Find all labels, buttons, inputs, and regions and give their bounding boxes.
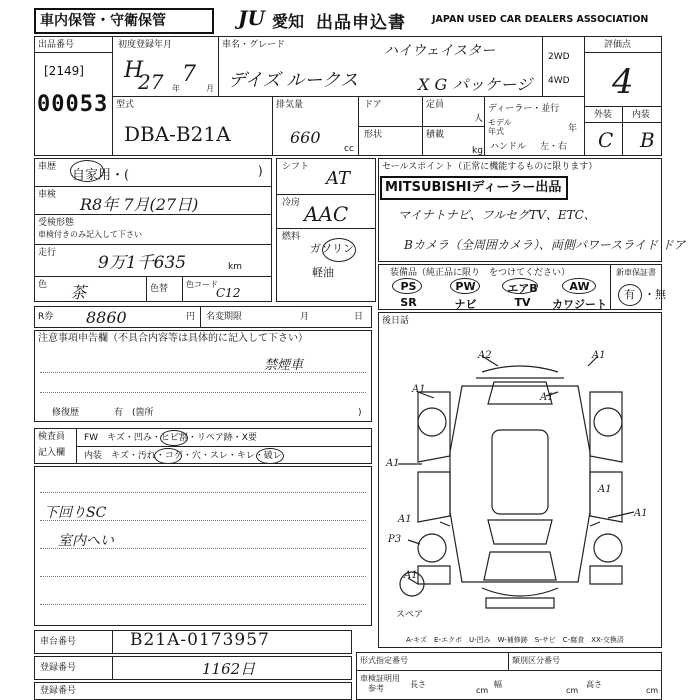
color-value: 茶 [70, 283, 87, 302]
reg-number-label: 登録番号 [40, 663, 77, 673]
mileage-value: 9万1千635 [98, 253, 187, 273]
diagram-legend: A-キズ E-エクボ U-凹み W-補修跡 S-サビ C-腐食 XX-交換済 [406, 636, 624, 644]
recycle-label: R券 [38, 312, 54, 322]
warranty-circle-mark [618, 284, 642, 306]
fuel-gas[interactable]: ガソリン [310, 242, 354, 255]
grade-label: 評価点 [604, 40, 632, 50]
sales-point-label: セールスポイント（正常に機能するものに限ります） [382, 162, 598, 172]
equipment-item[interactable]: SR [400, 296, 417, 309]
reg-number-value: 1162日 [202, 660, 256, 678]
name-change-label: 名変期限 [206, 312, 243, 322]
vehicle-name: デイズ ルークス [228, 70, 359, 91]
model-label: 型式 [116, 100, 135, 110]
damage-mark: A1 [386, 458, 400, 469]
receipt-label: 受検形態 [38, 218, 75, 228]
spare-label: スペア [396, 610, 424, 620]
damage-mark: A1 [412, 384, 426, 395]
certificate-label: 車検証明用 [360, 674, 400, 683]
equipment-item[interactable]: PS [400, 280, 417, 293]
registration-era: H [124, 58, 144, 83]
ju-logo: JU [238, 6, 265, 30]
repair-close: ) [358, 408, 362, 418]
model-year-label: モデル [488, 118, 512, 127]
reference-label: 参考 [368, 684, 384, 693]
classification-label: 類別区分番号 [512, 656, 560, 665]
reg-number-row [34, 656, 352, 680]
color-code-label: 色コード [186, 280, 218, 289]
name-change-day: 日 [354, 312, 364, 322]
ac-value: AAC [304, 202, 349, 226]
inspector-label1: 検査員 [38, 432, 66, 442]
fuel-diesel[interactable]: 軽油 [312, 266, 334, 279]
model-code: DBA-B21A [124, 122, 231, 146]
capacity-unit: 人 [474, 114, 484, 124]
damage-mark: A1 [404, 570, 418, 581]
mileage-label: 走行 [38, 248, 57, 258]
shape-label: 形状 [364, 130, 383, 140]
inspection-label: 車検 [38, 190, 57, 200]
storage-label: 車内保管・守衛保管 [34, 8, 214, 34]
inspector-remark1: 下回りSC [44, 505, 107, 521]
warranty-no[interactable]: ・無 [644, 288, 666, 301]
damage-mark: A1 [598, 484, 612, 495]
lot-number: 00053 [37, 92, 109, 117]
mileage-unit: km [228, 262, 242, 272]
recycle-row [34, 306, 372, 328]
inspector-remark2: 室内へい [58, 533, 114, 549]
repair-label: 修復歴 [52, 408, 80, 418]
history-close-paren: ) [258, 164, 263, 178]
grade-value: 4 [612, 62, 634, 102]
load-label: 積載 [426, 130, 445, 140]
history-value: 自家用・( [72, 168, 130, 183]
doors-label: ドア [364, 100, 382, 110]
registration-month-unit: 月 [206, 84, 214, 93]
name-change-month: 月 [300, 312, 310, 322]
dealer-stamp: MITSUBISHIディーラー出品 [380, 176, 568, 200]
drive-2wd[interactable]: 2WD [548, 52, 570, 62]
vehicle-package: X G パッケージ [418, 75, 533, 94]
shift-label: シフト [282, 162, 310, 172]
sales-point-line2: Bカメラ（全周囲カメラ）、両側パワースライド ドア [404, 238, 686, 252]
fuel-label: 燃料 [282, 232, 301, 242]
equipment-label: 装備品（純正品に限り をつけてください） [390, 268, 571, 278]
form-title: 出品申込書 [316, 13, 406, 33]
displacement-unit: cc [344, 144, 354, 154]
inspection-value: R8年 7月(27日) [80, 195, 199, 214]
length-label: 長さ [410, 680, 426, 689]
equipment-item[interactable]: AW [569, 280, 590, 293]
damage-mark: A1 [634, 508, 648, 519]
recycle-unit: 円 [186, 312, 196, 322]
inspector-label2: 記入欄 [38, 448, 66, 458]
width-label: 幅 [494, 680, 502, 689]
load-unit: kg [472, 146, 483, 156]
equipment-item[interactable]: カワジート [552, 298, 607, 311]
inspector-fw-row: FW キズ・凹み・ヒビ割・リペア跡・X要 [84, 433, 257, 443]
warranty-label: 新車保証書 [616, 268, 656, 277]
color-swap-label: 色替 [150, 284, 169, 294]
fuel-circle-mark [322, 238, 356, 262]
interior-label: 内装 [632, 110, 651, 120]
damage-mark: P3 [388, 534, 402, 545]
designation-label: 形式指定番号 [360, 656, 408, 665]
registration-year-unit: 年 [172, 84, 180, 93]
displacement-value: 660 [290, 128, 321, 147]
damage-mark: A1 [592, 350, 606, 361]
inspector-interior-row: 内装 キズ・汚れ・コゲ・穴・スレ・キレ・破レ [84, 451, 282, 461]
warranty-yes[interactable]: 有 [624, 288, 635, 301]
notes-label: 注意事項申告欄（不具合内容等は具体的に記入して下さい） [38, 333, 308, 344]
ac-label: 冷房 [282, 198, 301, 208]
width-unit: cm [566, 686, 579, 695]
color-label: 色 [38, 280, 48, 290]
reg-extra-row [34, 682, 352, 700]
car-diagram [378, 312, 662, 648]
height-label: 高さ [586, 680, 602, 689]
diagram-rear-label: 後日話 [382, 316, 410, 326]
color-code-value: C12 [216, 286, 241, 300]
history-label: 車歴 [38, 162, 57, 172]
drive-4wd[interactable]: 4WD [548, 76, 570, 86]
model-year-unit: 年 [568, 124, 578, 134]
equipment-item[interactable]: エアB [507, 282, 538, 295]
repair-value: 有 (箇所 [114, 408, 154, 418]
receipt-note: 車検付きのみ記入して下さい [38, 230, 142, 239]
chassis-label: 車台番号 [40, 637, 77, 647]
org-english: JAPAN USED CAR DEALERS ASSOCIATION [432, 14, 649, 25]
org-name: 愛知 [272, 12, 305, 31]
equipment-item[interactable]: TV [514, 296, 531, 309]
handle-label: ハンドル [490, 142, 527, 152]
damage-mark: A1 [540, 392, 554, 403]
registration-month: 7 [182, 62, 196, 87]
interior-value: B [640, 128, 655, 152]
equipment-item[interactable]: ナビ [454, 298, 477, 311]
damage-mark: A2 [478, 350, 492, 361]
damage-mark: A1 [398, 514, 412, 525]
vehicle-name-label: 車名・グレード [222, 40, 286, 50]
capacity-label: 定員 [426, 100, 445, 110]
exterior-value: C [598, 128, 614, 152]
shift-value: AT [326, 168, 351, 189]
registration-label: 初度登録年月 [118, 40, 173, 50]
exterior-label: 外装 [594, 110, 613, 120]
equipment-item[interactable]: PW [455, 280, 476, 293]
equipment-row2 [380, 296, 608, 312]
notes-value: 禁煙車 [264, 358, 304, 373]
vehicle-grade: ハイウェイスター [384, 43, 496, 59]
history-circle-mark [70, 160, 104, 182]
dealer-label: ディーラー・並行 [488, 104, 560, 114]
sales-point-line1: マイナトナビ、フルセグTV、ETC、 [398, 208, 596, 222]
registration-year: 27 [138, 70, 164, 94]
recycle-value: 8860 [86, 308, 127, 327]
model-year-label2: 年式 [488, 127, 504, 136]
lot-bracket-number: [2149] [44, 64, 84, 78]
chassis-value: B21A-0173957 [130, 630, 270, 650]
height-unit: cm [646, 686, 659, 695]
displacement-label: 排気量 [276, 100, 304, 110]
handle-options: 左・右 [540, 142, 568, 152]
lot-label: 出品番号 [38, 40, 75, 50]
length-unit: cm [476, 686, 489, 695]
reg-extra-label: 登録番号 [40, 686, 77, 696]
